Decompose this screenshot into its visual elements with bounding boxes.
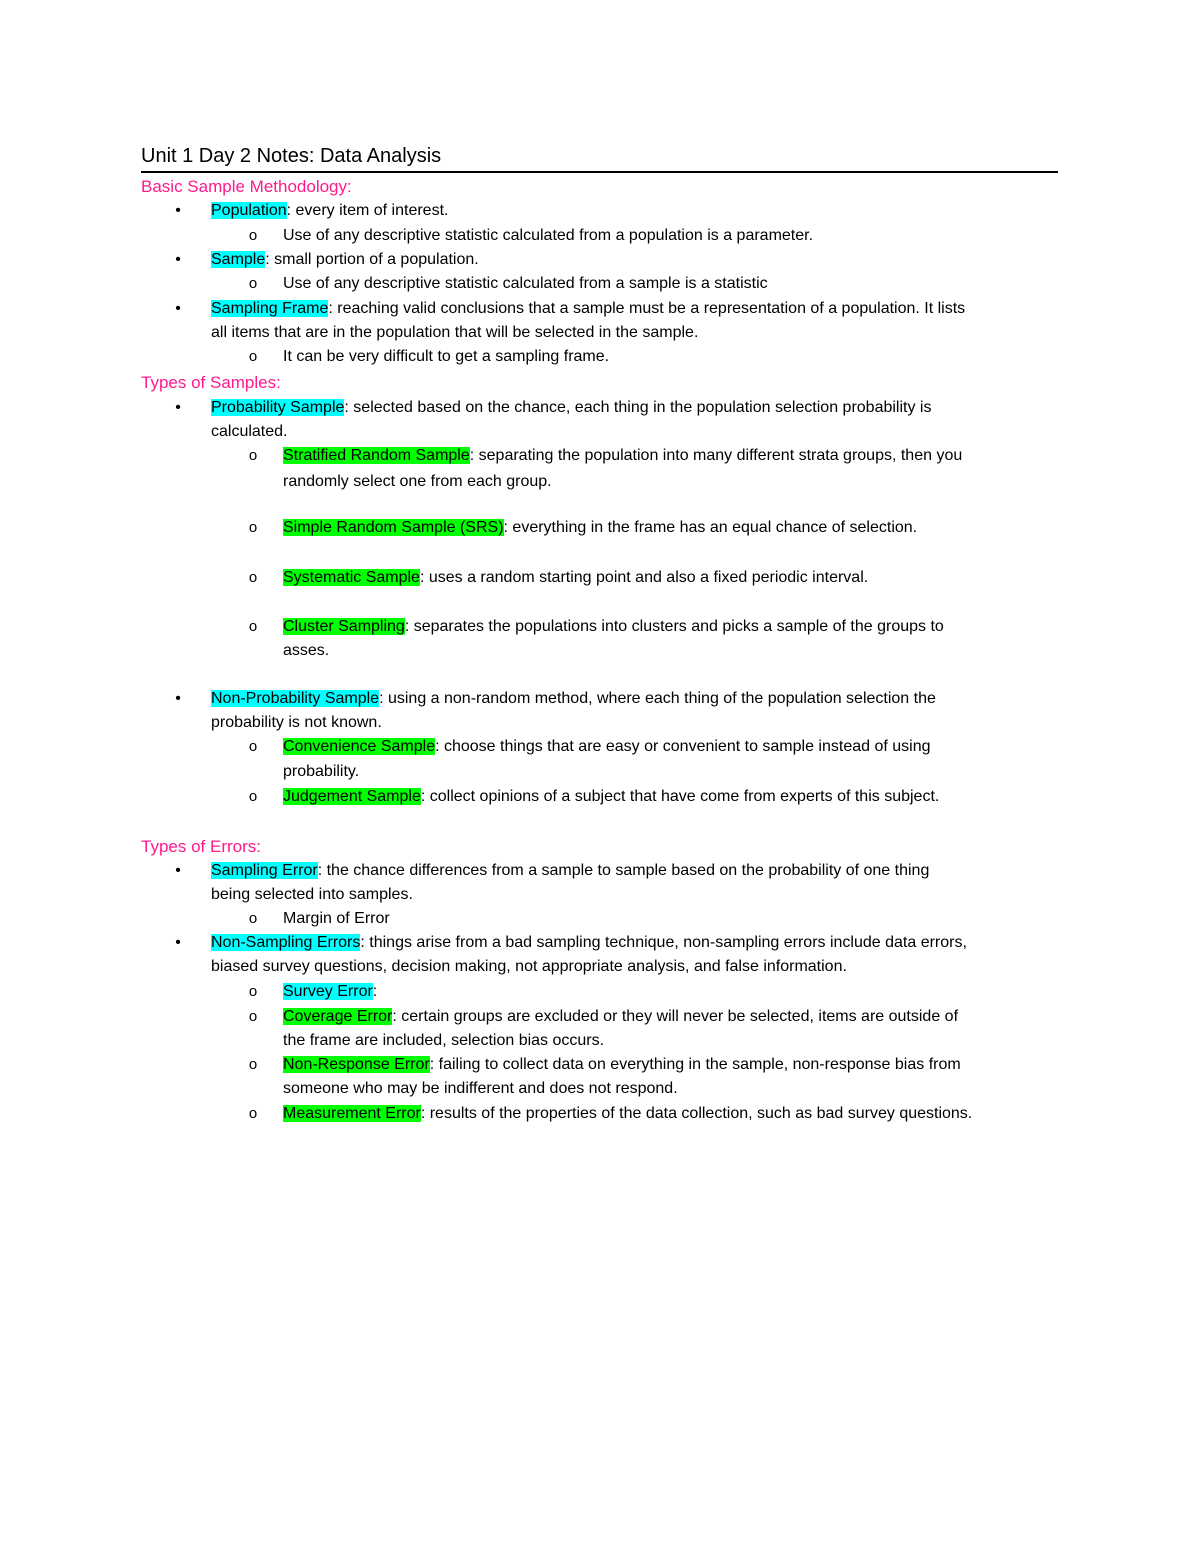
- sub-bullet-marker: o: [248, 348, 258, 365]
- sub-bullet-marker: o: [248, 618, 258, 635]
- definition-systematic: : uses a random starting point and also a fixed periodic interval.: [419, 569, 869, 586]
- bullet-marker: •: [175, 399, 181, 416]
- bullet-marker: •: [175, 251, 181, 268]
- term-systematic: Systematic Sample: [283, 569, 420, 586]
- sub-bullet-marker: o: [248, 1105, 258, 1122]
- definition-non-sampling-errors: : things arise from a bad sampling technique, non-sampling errors include data errors,: [360, 934, 967, 951]
- definition-non-sampling-continued: biased survey questions, decision making, not appropriate analysis, and false information.: [211, 958, 847, 975]
- definition-judgement: : collect opinions of a subject that have come from experts of this subject.: [420, 788, 940, 805]
- definition-non-probability-sample: : using a non-random method, where each thing of the population selection the: [379, 690, 936, 707]
- definition-sampling-error-continued: being selected into samples.: [211, 886, 413, 903]
- term-stratified: Stratified Random Sample: [283, 447, 470, 464]
- sub-item-margin-of-error: Margin of Error: [283, 910, 390, 927]
- sub-item-srs: [283, 517, 917, 539]
- term-sampling-error: Sampling Error: [211, 862, 318, 879]
- term-measurement-error: Measurement Error: [283, 1105, 421, 1122]
- definition-probability-sample: : selected based on the chance, each thing in the population selection probability is: [344, 399, 932, 416]
- definition-probability-sample-continued: calculated.: [211, 423, 288, 440]
- sub-item-non-response-error: [283, 1054, 961, 1076]
- sub-bullet-marker: o: [248, 519, 258, 536]
- bullet-marker: •: [175, 862, 181, 879]
- definition-sample: : small portion of a population.: [265, 251, 479, 268]
- term-non-response-error: Non-Response Error: [283, 1056, 430, 1073]
- list-item-sample: [211, 249, 479, 271]
- sub-item-judgement: [283, 786, 939, 808]
- definition-non-response-error: : failing to collect data on everything in the sample, non-response bias from: [429, 1056, 961, 1073]
- sub-item-stratified: [283, 445, 962, 467]
- bullet-marker: •: [175, 934, 181, 951]
- definition-measurement-error: : results of the properties of the data collection, such as bad survey questions.: [420, 1105, 973, 1122]
- definition-non-response-continued: someone who may be indifferent and does not respond.: [283, 1080, 678, 1097]
- heading-types-of-errors: Types of Errors:: [141, 837, 261, 856]
- list-item-sampling-error: [211, 860, 929, 882]
- term-sampling-frame: Sampling Frame: [211, 300, 329, 317]
- sub-bullet-marker: o: [248, 1056, 258, 1073]
- list-item-non-probability-sample: [211, 688, 936, 710]
- sub-bullet-marker: o: [248, 1008, 258, 1025]
- term-population: Population: [211, 202, 287, 219]
- sub-item-systematic: [283, 567, 868, 589]
- definition-stratified: : separating the population into many different strata groups, then you: [469, 447, 963, 464]
- sub-bullet-marker: o: [248, 738, 258, 755]
- bullet-marker: •: [175, 690, 181, 707]
- sub-bullet-marker: o: [248, 569, 258, 586]
- sub-item-parameter: Use of any descriptive statistic calculated from a population is a parameter.: [283, 227, 814, 244]
- definition-convenience: : choose things that are easy or convenient to sample instead of using: [435, 738, 931, 755]
- bullet-marker: •: [175, 202, 181, 219]
- definition-population: : every item of interest.: [286, 202, 449, 219]
- sub-item-coverage-error: [283, 1006, 958, 1028]
- definition-cluster: : separates the populations into clusters and picks a sample of the groups to: [404, 618, 944, 635]
- definition-coverage-error: : certain groups are excluded or they will never be selected, items are outside of: [392, 1008, 959, 1025]
- definition-stratified-continued: randomly select one from each group.: [283, 473, 552, 490]
- term-sample: Sample: [211, 251, 266, 268]
- heading-basic-methodology: Basic Sample Methodology:: [141, 177, 352, 196]
- list-item-sampling-frame: [211, 298, 965, 320]
- sub-bullet-marker: o: [248, 275, 258, 292]
- sub-bullet-marker: o: [248, 910, 258, 927]
- definition-survey-error: :: [372, 983, 378, 1000]
- term-non-probability-sample: Non-Probability Sample: [211, 690, 380, 707]
- term-non-sampling-errors: Non-Sampling Errors: [211, 934, 361, 951]
- sub-item-convenience: [283, 736, 931, 758]
- definition-coverage-continued: the frame are included, selection bias occurs.: [283, 1032, 605, 1049]
- sub-item-survey-error: [283, 981, 377, 1003]
- list-item-probability-sample: [211, 397, 931, 419]
- definition-sampling-error: : the chance differences from a sample to sample based on the probability of one thing: [317, 862, 930, 879]
- heading-types-of-samples: Types of Samples:: [141, 373, 281, 392]
- sub-item-measurement-error: [283, 1103, 972, 1125]
- term-coverage-error: Coverage Error: [283, 1008, 393, 1025]
- sub-bullet-marker: o: [248, 983, 258, 1000]
- definition-srs: : everything in the frame has an equal chance of selection.: [503, 519, 918, 536]
- term-survey-error: Survey Error: [283, 983, 373, 1000]
- list-item-non-sampling-errors: [211, 932, 967, 954]
- term-srs: Simple Random Sample (SRS): [283, 519, 504, 536]
- definition-sampling-frame: : reaching valid conclusions that a sample must be a representation of a population. It lists: [328, 300, 966, 317]
- term-probability-sample: Probability Sample: [211, 399, 345, 416]
- definition-sampling-frame-continued: all items that are in the population that will be selected in the sample.: [211, 324, 699, 341]
- term-judgement: Judgement Sample: [283, 788, 421, 805]
- definition-convenience-continued: probability.: [283, 763, 360, 780]
- definition-non-probability-continued: probability is not known.: [211, 714, 382, 731]
- sub-item-frame-difficulty: It can be very difficult to get a sampling frame.: [283, 348, 610, 365]
- sub-bullet-marker: o: [248, 447, 258, 464]
- definition-cluster-continued: asses.: [283, 642, 330, 659]
- sub-bullet-marker: o: [248, 227, 258, 244]
- title-underline: [141, 171, 1058, 173]
- sub-item-statistic: Use of any descriptive statistic calculated from a sample is a statistic: [283, 275, 768, 292]
- sub-item-cluster: [283, 616, 944, 638]
- term-convenience: Convenience Sample: [283, 738, 436, 755]
- list-item-population: [211, 200, 448, 222]
- sub-bullet-marker: o: [248, 788, 258, 805]
- page-title: Unit 1 Day 2 Notes: Data Analysis: [141, 145, 442, 167]
- bullet-marker: •: [175, 300, 181, 317]
- term-cluster: Cluster Sampling: [283, 618, 405, 635]
